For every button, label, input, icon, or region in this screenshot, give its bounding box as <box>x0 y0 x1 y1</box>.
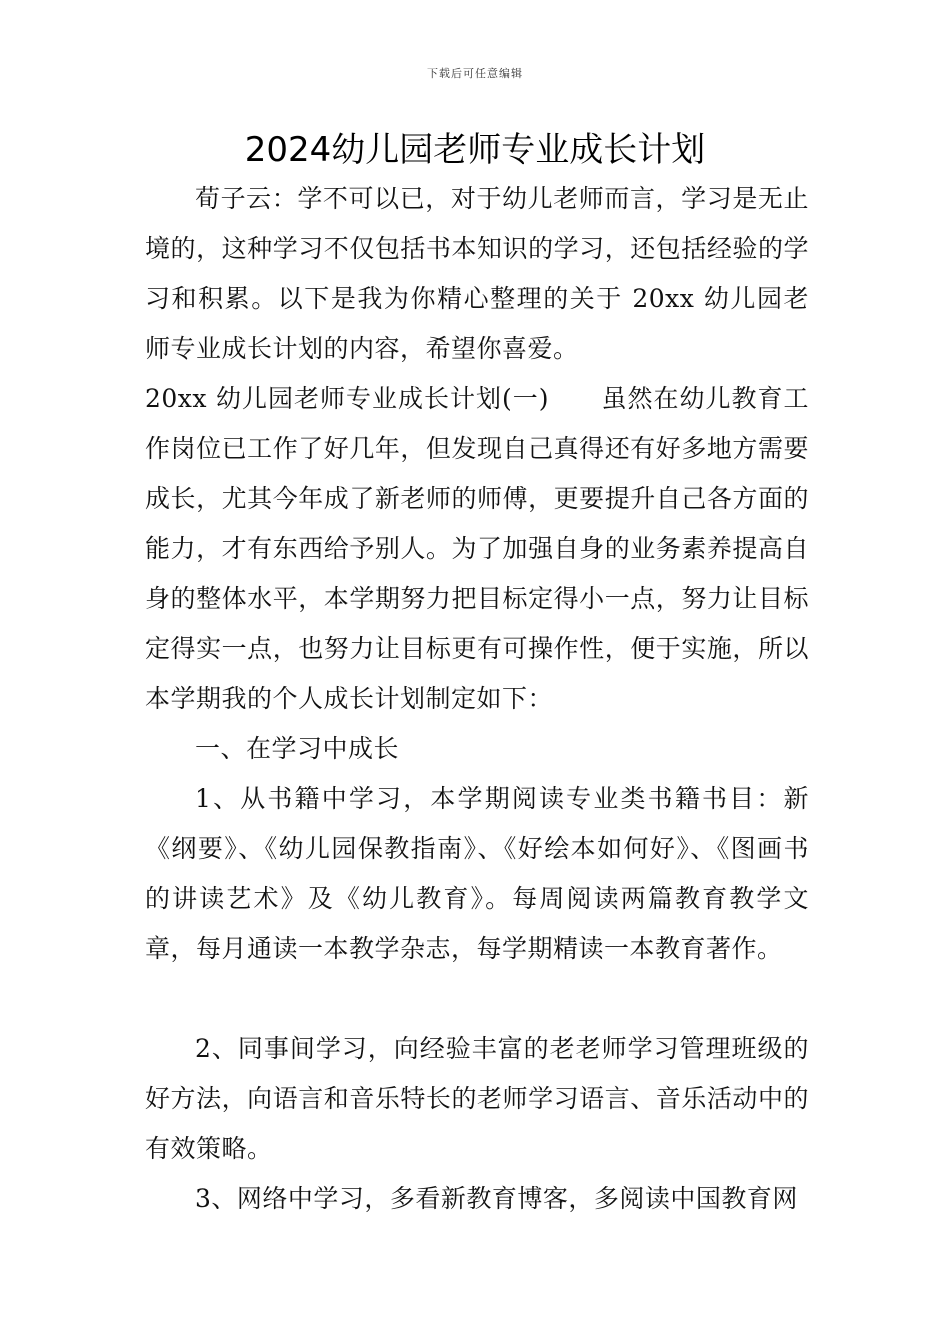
document-title: 2024幼儿园老师专业成长计划 <box>244 130 706 170</box>
item-one-paragraph: 1、从书籍中学习，本学期阅读专业类书籍书目：新《纲要》、《幼儿园保教指南》、《好绘本如何好》、《图画书的讲读艺术》及《幼儿教育》。每周阅读两篇教育教学文章，每月通读一本教学杂志，每学期精读一本教育著作。 <box>145 784 809 963</box>
item-three-paragraph: 3、网络中学习，多看新教育博客，多阅读中国教育网 <box>195 1184 798 1213</box>
plan-one-paragraph: 20xx 幼儿园老师专业成长计划(一) 虽然在幼儿教育工作岗位已工作了好几年，但发现自己真得还有好多地方需要成长，尤其今年成了新老师的师傅，更要提升自己各方面的能力，才有东西给予别人。为了加强自身的业务素养提高自身的整体水平，本学期努力把目标定得小一点，努力让目标定得实一点，也努力让目标更有可操作性，便于实施，所以本学期我的个人成长计划制定如下： <box>145 384 809 713</box>
header-note: 下载后可任意编辑 <box>427 67 523 80</box>
intro-paragraph: 荀子云：学不可以已，对于幼儿老师而言，学习是无止境的，这种学习不仅包括书本知识的学习，还包括经验的学习和积累。以下是我为你精心整理的关于 20xx 幼儿园老师专业成长计划的内容，希望你喜爱。 <box>145 184 809 363</box>
section-heading: 一、在学习中成长 <box>195 734 400 763</box>
item-two-paragraph: 2、同事间学习，向经验丰富的老老师学习管理班级的好方法，向语言和音乐特长的老师学习语言、音乐活动中的有效策略。 <box>145 1034 809 1163</box>
